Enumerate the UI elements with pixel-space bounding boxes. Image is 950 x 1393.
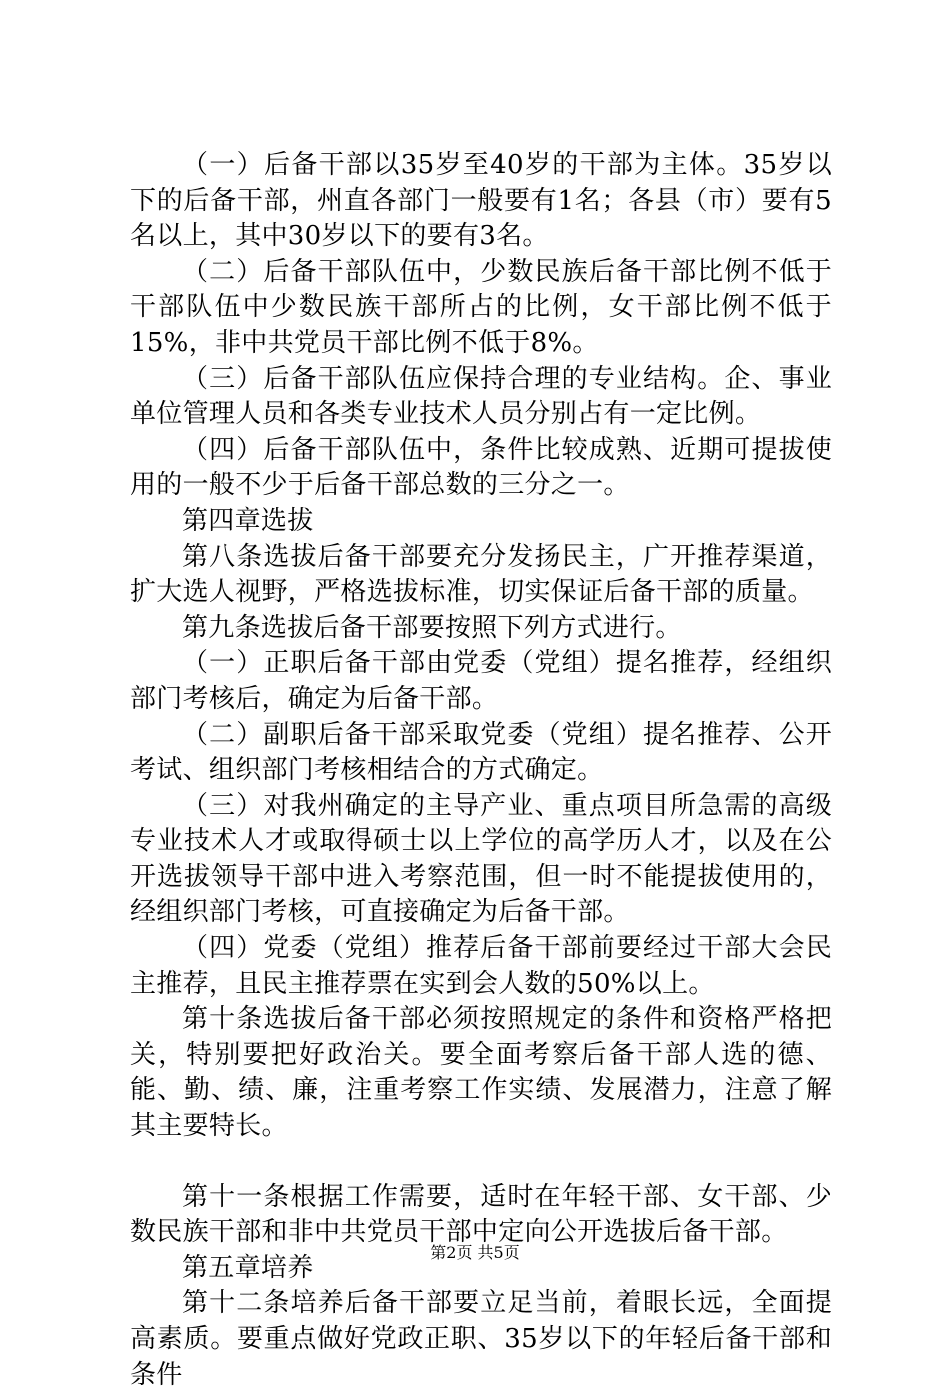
paragraph: （一）后备干部以35岁至40岁的干部为主体。35岁以下的后备干部，州直各部门一般要有1名；各县（市）要有5名以上，其中30岁以下的要有3名。 — [130, 150, 832, 252]
paragraph: （二）副职后备干部采取党委（党组）提名推荐、公开考试、组织部门考核相结合的方式确定。 — [130, 719, 832, 786]
paragraph: 第十条选拔后备干部必须按照规定的条件和资格严格把关，特别要把好政治关。要全面考察后备干部人选的德、能、勤、绩、廉，注重考察工作实绩、发展潜力，注意了解其主要特长。 — [130, 1004, 832, 1142]
paragraph: （三）后备干部队伍应保持合理的专业结构。企、事业单位管理人员和各类专业技术人员分别占有一定比例。 — [130, 363, 832, 430]
paragraph: 第九条选拔后备干部要按照下列方式进行。 — [182, 612, 682, 643]
paragraph: （四）党委（党组）推荐后备干部前要经过干部大会民主推荐，且民主推荐票在实到会人数的50%以上。 — [130, 933, 832, 999]
paragraph: 第八条选拔后备干部要充分发扬民主，广开推荐渠道，扩大选人视野，严格选拔标准，切实保证后备干部的质量。 — [130, 541, 832, 608]
paragraph: （一）正职后备干部由党委（党组）提名推荐，经组织部门考核后，确定为后备干部。 — [130, 648, 832, 714]
document-body — [130, 148, 832, 1393]
paragraph: （四）后备干部队伍中，条件比较成熟、近期可提拔使用的一般不少于后备干部总数的三分之一。 — [130, 434, 832, 501]
paragraph: 第十一条根据工作需要，适时在年轻干部、女干部、少数民族干部和非中共党员干部中定向公开选拔后备干部。 — [130, 1181, 832, 1248]
chapter-heading: 第四章选拔 — [182, 505, 314, 536]
page-number-footer: 第2页 共5页 — [430, 1243, 520, 1262]
paragraph: （三）对我州确定的主导产业、重点项目所急需的高级专业技术人才或取得硕士以上学位的高学历人才，以及在公开选拔领导干部中进入考察范围，但一时不能提拔使用的，经组织部门考核，可直接确定为后备干部。 — [130, 790, 832, 928]
paragraph-gap — [130, 1145, 832, 1180]
chapter-heading: 第五章培养 — [182, 1252, 314, 1283]
paragraph: 第十二条培养后备干部要立足当前，着眼长远，全面提高素质。要重点做好党政正职、35岁以下的年轻后备干部和条件 — [130, 1288, 832, 1390]
paragraph: （二）后备干部队伍中，少数民族后备干部比例不低于干部队伍中少数民族干部所占的比例，女干部比例不低于15%，非中共党员干部比例不低于8%。 — [130, 256, 832, 358]
